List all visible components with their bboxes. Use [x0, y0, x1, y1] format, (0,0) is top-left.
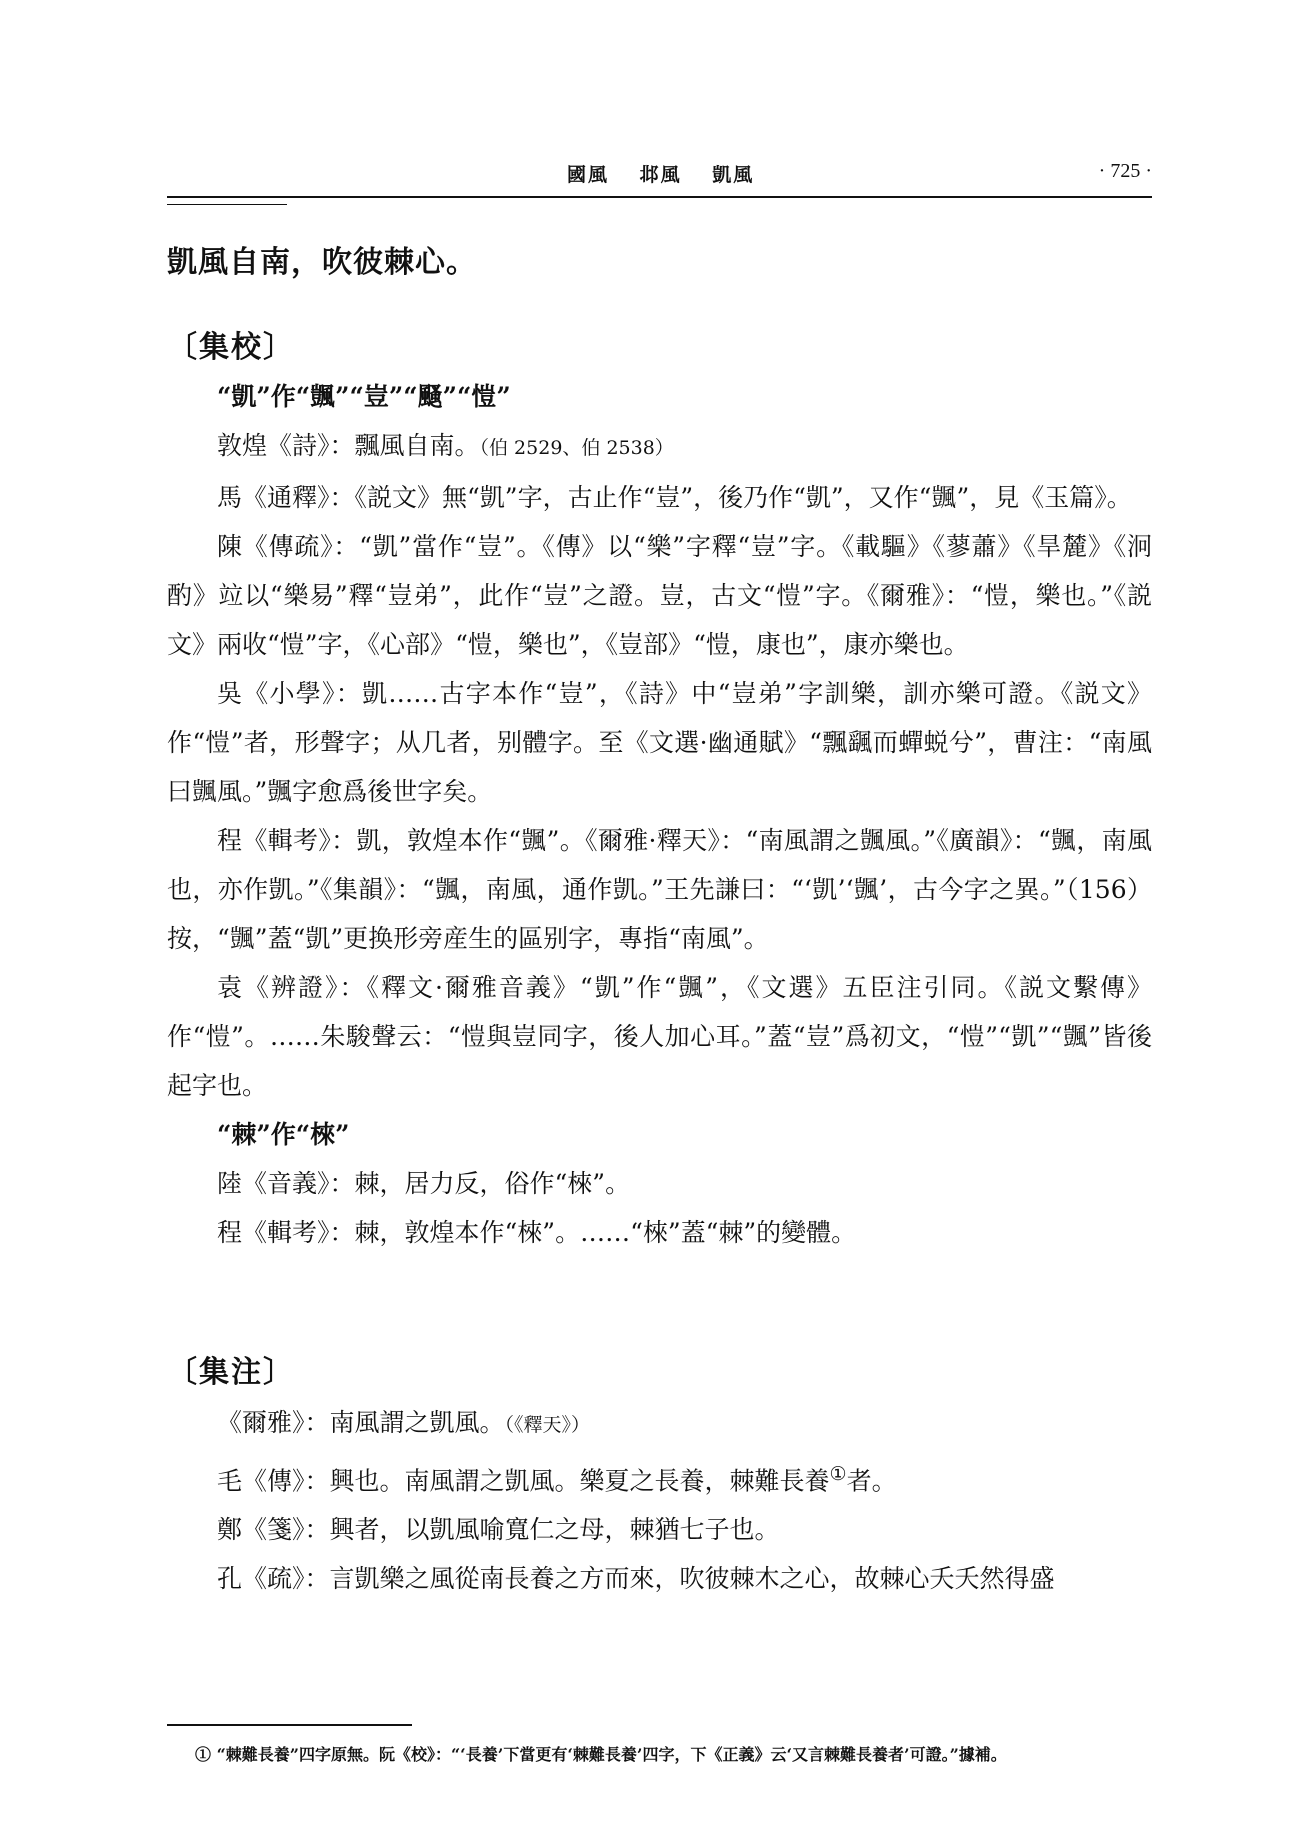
variant-heading: “棘”作“棶” [217, 1120, 350, 1149]
section-heading-jijiao: 〔集校〕 [167, 330, 295, 365]
paragraph: 毛《傳》：興也。南風謂之凱風。樂夏之長養，棘難長養①者。 [217, 1463, 897, 1496]
header-rule [167, 196, 1152, 198]
annotation-body [167, 1398, 1152, 1603]
running-header [167, 158, 1152, 186]
paragraph: 敦煌《詩》：飄風自南。（伯 2529、伯 2538） [217, 431, 674, 460]
paragraph: 袁《辨證》：《釋文·爾雅音義》“凱”作“颽”，《文選》五臣注引同。《説文繫傳》作“愷”。……朱駿聲云：“愷與豈同字，後人加心耳。”蓋“豈”爲初文，“愷”“凱”“颽”皆後起字也。 [167, 973, 1152, 1100]
section-heading-jizhu: 〔集注〕 [167, 1355, 295, 1390]
paragraph: 孔《疏》：言凱樂之風從南長養之方而來，吹彼棘木之心，故棘心夭夭然得盛 [217, 1564, 1055, 1594]
collation-body [167, 372, 1152, 1257]
header-title-part: 國風 [567, 164, 610, 186]
source-note: （伯 2529、伯 2538） [479, 437, 674, 459]
page-number: · 725 · [1098, 160, 1152, 182]
paragraph: 陳《傳疏》：“凱”當作“豈”。《傳》以“樂”字釋“豈”字。《載驅》《蓼蕭》《旱麓》《泂酌》竝以“樂易”釋“豈弟”，此作“豈”之證。豈，古文“愷”字。《爾雅》：“愷，樂也。”《説文》兩收“愷”字，《心部》“愷，樂也”，《豈部》“愷，康也”，康亦樂也。 [167, 532, 1152, 659]
header-title-part: 凱風 [712, 164, 755, 186]
paragraph: 程《輯考》：凱，敦煌本作“颽”。《爾雅·釋天》：“南風謂之颽風。”《廣韻》：“颽，南風也，亦作凱。”《集韻》：“颽，南風，通作凱。”王先謙曰：“‘凱’‘颽’，古今字之異。”（156）按，“颽”蓋“凱”更换形旁産生的區别字，專指“南風”。 [167, 826, 1152, 953]
footnote-text: ① “棘難長養”四字原無。阮《校》：“‘長養’下當更有‘棘難長養’四字，下《正義》云‘又言棘難長養者’可證。”據補。 [195, 1745, 1007, 1764]
paragraph: 鄭《箋》：興者，以凱風喻寬仁之母，棘猶七子也。 [217, 1515, 780, 1545]
footnote-marker[interactable]: ① [829, 1463, 847, 1485]
header-rule-short [167, 204, 287, 205]
paragraph: 陸《音義》：棘，居力反，俗作“棶”。 [217, 1169, 631, 1198]
paragraph: 《爾雅》：南風謂之凱風。（《釋天》） [217, 1408, 591, 1437]
paragraph: 馬《通釋》：《説文》無“凱”字，古止作“豈”，後乃作“凱”，又作“颽”，見《玉篇》。 [217, 483, 1132, 512]
header-title-part: 邶風 [639, 164, 682, 186]
paragraph: 程《輯考》：棘，敦煌本作“棶”。……“棶”蓋“棘”的變體。 [217, 1218, 857, 1247]
header-title [567, 160, 776, 187]
footnote-rule [167, 1724, 412, 1726]
footnote [167, 1742, 1152, 1768]
source-note: （《釋天》） [504, 1414, 591, 1436]
paragraph: 吳《小學》：凱……古字本作“豈”，《詩》中“豈弟”字訓樂，訓亦樂可證。《説文》作“愷”者，形聲字；从几者，别體字。至《文選·幽通賦》“飄颻而蟬蜕兮”，曹注：“南風曰颽風。”颽字愈爲後世字矣。 [167, 679, 1152, 806]
variant-heading: “凱”作“颽”“豈”“颾”“愷” [217, 382, 511, 411]
verse-line: 凱風自南，吹彼棘心。 [167, 245, 477, 280]
